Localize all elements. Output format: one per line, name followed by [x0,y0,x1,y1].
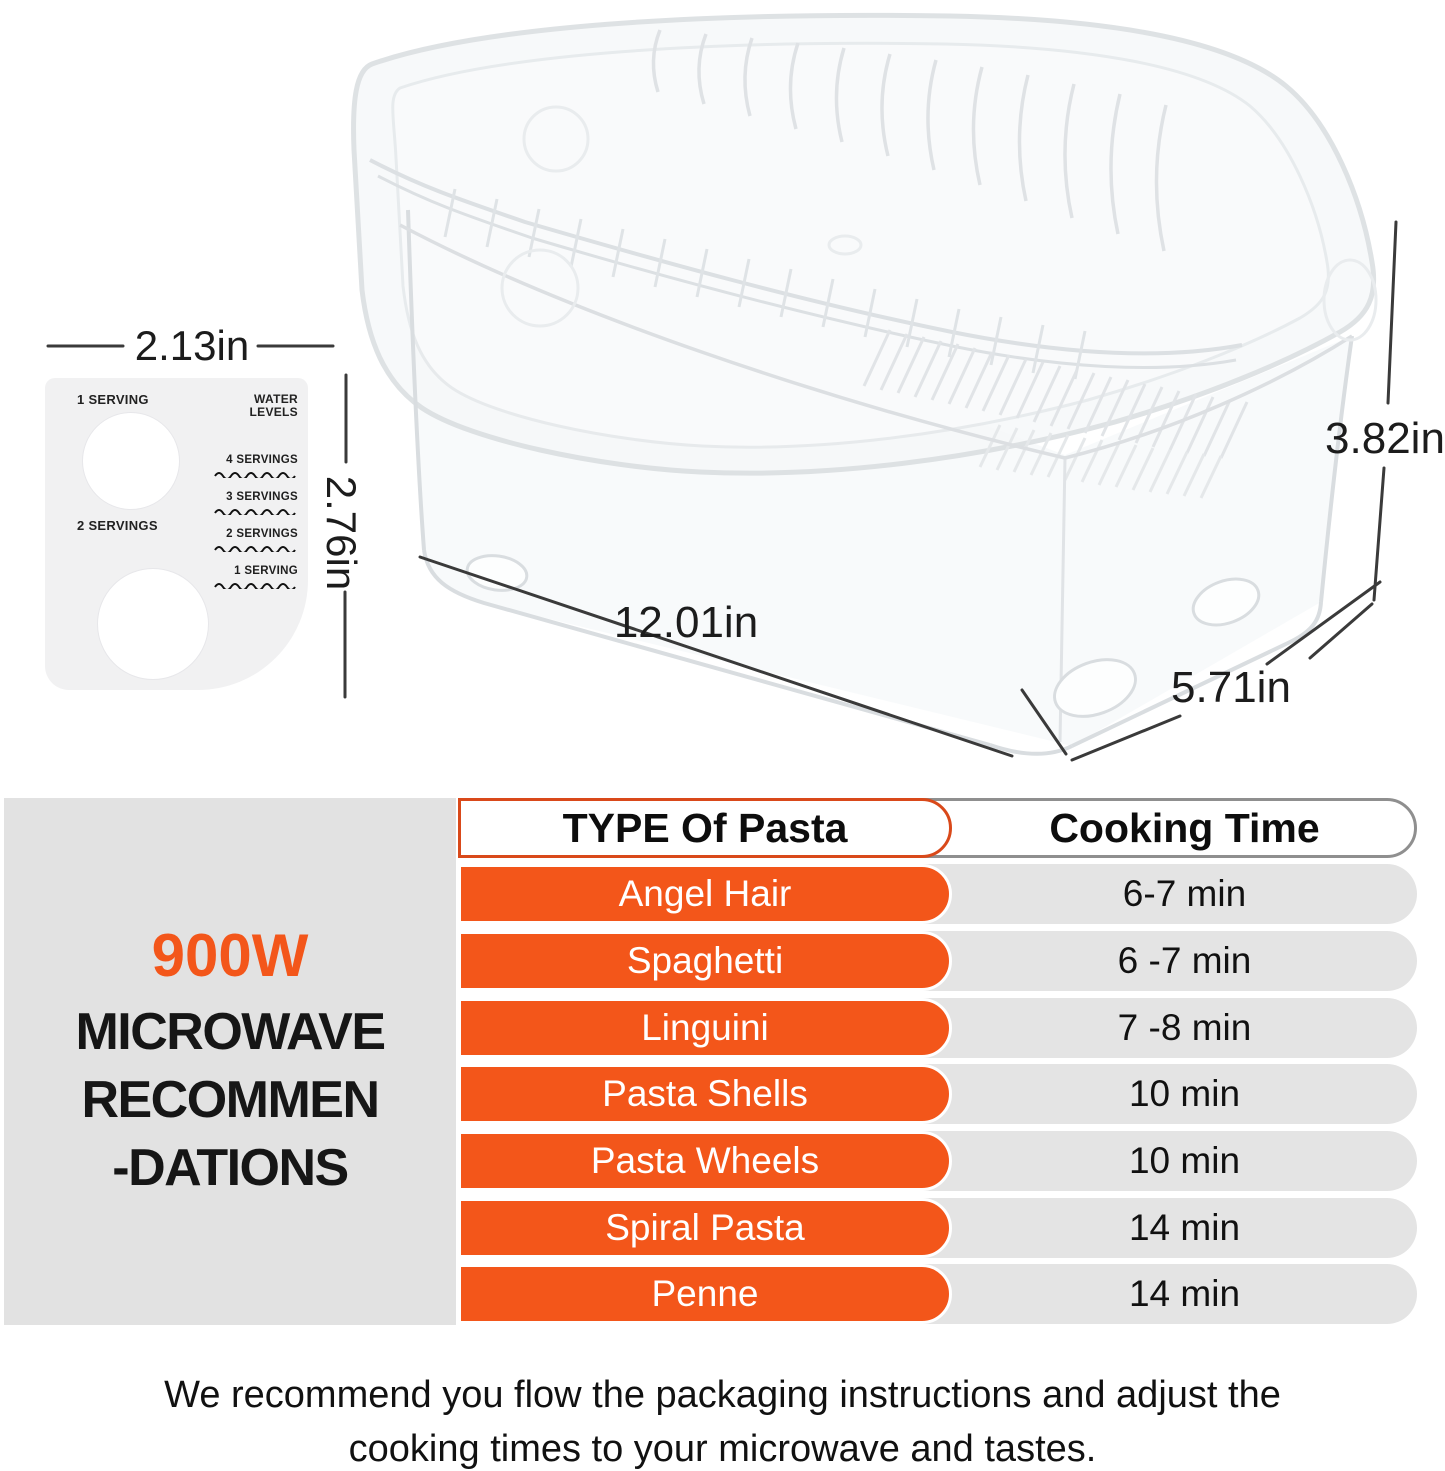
height-dimension-label: 3.82in [1325,414,1445,463]
wave-line-icon [214,469,298,478]
table-row [458,998,1417,1058]
table-header-row [458,798,1417,858]
footer-note-line1: We recommend you flow the packaging instructions and adjust the [164,1374,1281,1416]
wave-line-icon [214,543,298,552]
water-levels-line1: WATER [254,392,298,406]
water-level-mark-label: 3 SERVINGS [226,491,298,503]
tool-one-serving-label: 1 SERVING [77,392,149,407]
cooking-time-value: 14 min [1128,1273,1241,1314]
cooking-time-value: 14 min [1128,1207,1241,1248]
length-dimension-label: 12.01in [613,598,759,647]
table-row [458,1064,1417,1124]
tool-two-servings-label: 2 SERVINGS [77,518,158,533]
pasta-name-pill: Spiral Pasta [458,1198,952,1258]
water-levels-line2: LEVELS [249,405,298,419]
water-level-mark [158,561,298,589]
water-level-mark [158,450,298,478]
cooking-time-table [458,798,1417,1325]
cooking-time-value: 6-7 min [1122,873,1247,914]
table-row [458,864,1417,924]
cooking-time-value: 6 -7 min [1117,940,1252,981]
table-row [458,931,1417,991]
table-row [458,1264,1417,1324]
water-level-marks [158,450,298,598]
panel-title-line2: RECOMMEN [81,1071,379,1129]
cooking-time-value: 10 min [1128,1073,1241,1114]
wave-line-icon [214,580,298,589]
water-level-mark [158,524,298,552]
panel-title-line3: -DATIONS [112,1139,348,1197]
table-row [458,1198,1417,1258]
footer-note-line2: cooking times to your microwave and tastes. [348,1428,1097,1470]
water-level-mark [158,487,298,515]
measuring-tool-card [45,378,308,690]
water-levels-title [250,393,298,419]
pasta-name-pill: Pasta Shells [458,1064,952,1124]
cooking-time-value: 10 min [1128,1140,1241,1181]
water-level-mark-label: 1 SERVING [234,565,298,577]
pasta-name-pill: Linguini [458,998,952,1058]
wave-line-icon [214,506,298,515]
depth-dimension-label: 5.71in [1171,663,1291,712]
water-level-mark-label: 4 SERVINGS [226,454,298,466]
panel-title-line1: MICROWAVE [75,1003,385,1061]
pasta-name-pill: Angel Hair [458,864,952,924]
pasta-name-pill: Pasta Wheels [458,1131,952,1191]
wattage-label: 900W [151,922,309,989]
microwave-recommendations-panel [4,798,456,1325]
tool-height-dimension-label: 2.76in [318,475,365,591]
tool-width-dimension-label: 2.13in [134,322,250,369]
cooking-time-value: 7 -8 min [1117,1007,1252,1048]
water-level-mark-label: 2 SERVINGS [226,528,298,540]
pasta-name-pill: Spaghetti [458,931,952,991]
footer-note [0,1368,1445,1471]
pasta-name-pill: Penne [458,1264,952,1324]
table-row [458,1131,1417,1191]
cooking-time-header-label: Cooking Time [1049,804,1320,851]
pasta-type-header-pill: TYPE Of Pasta [458,798,952,858]
